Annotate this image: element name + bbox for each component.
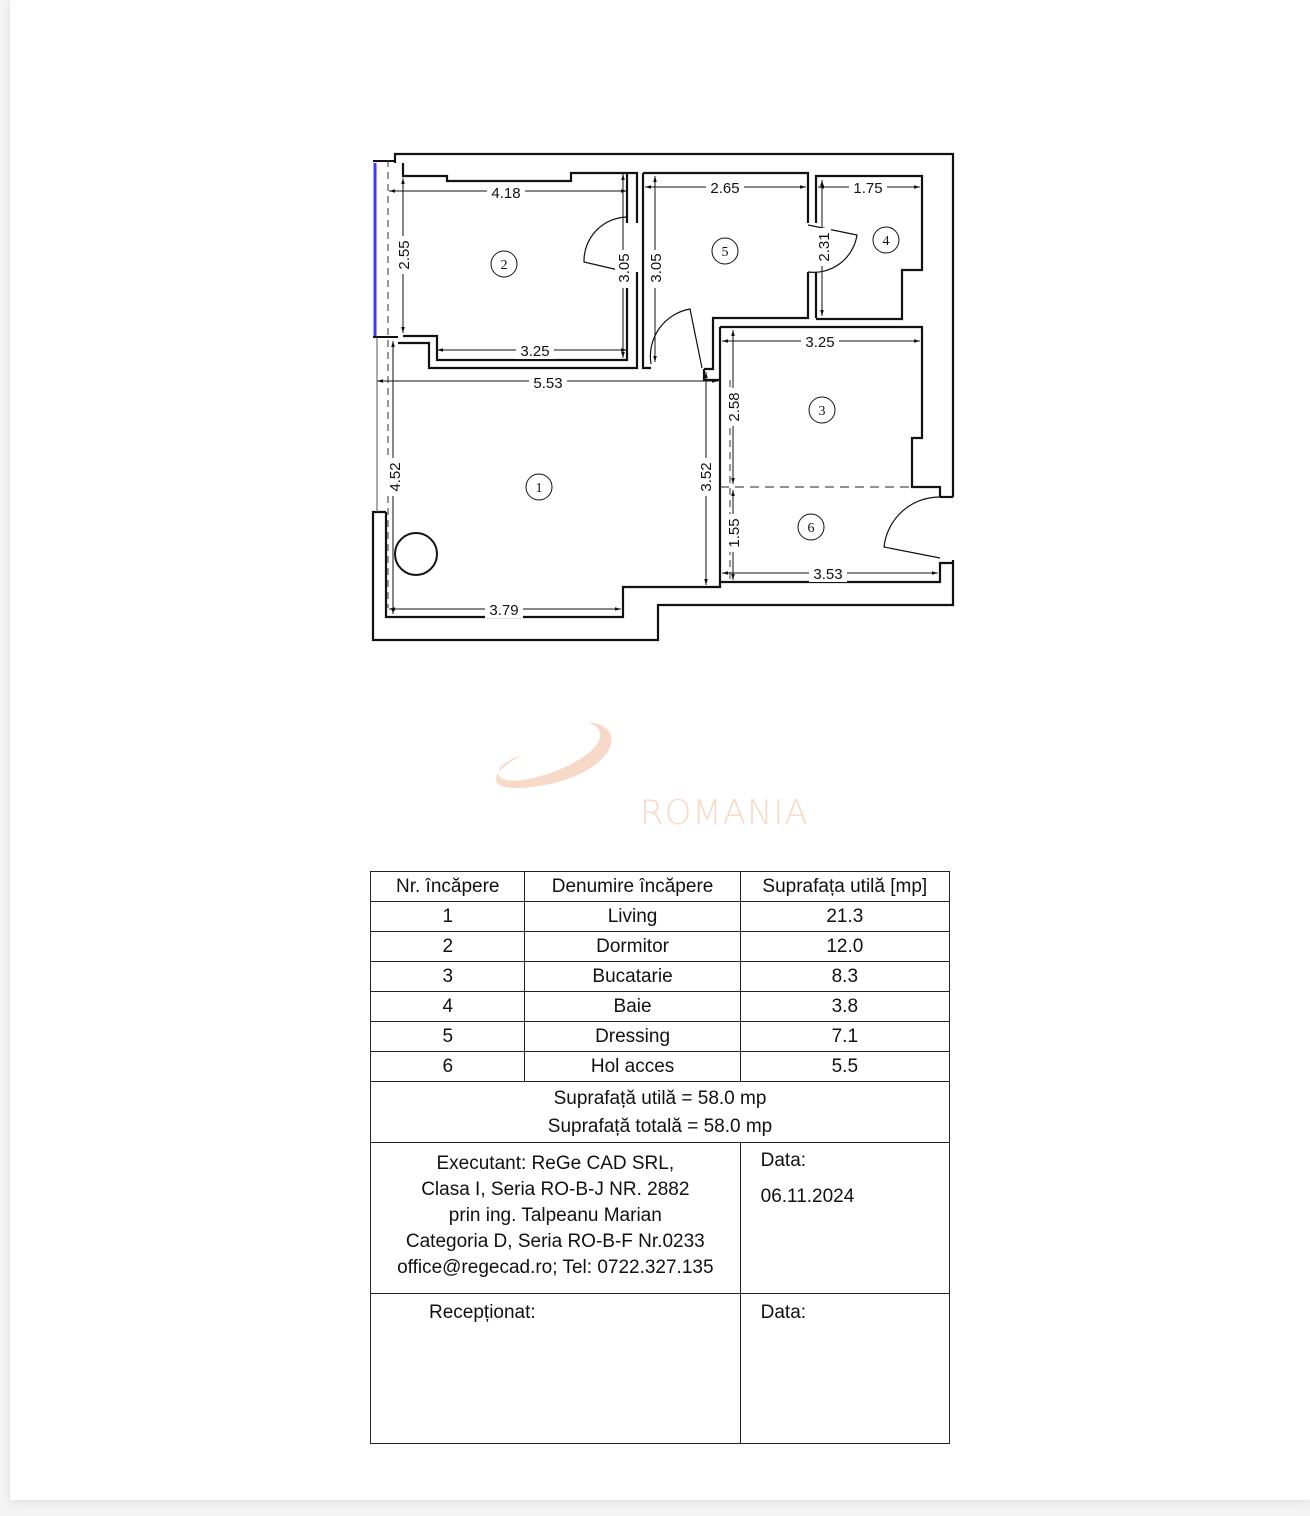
- dim-bedroom-depth: 2.55: [396, 240, 413, 270]
- round-column: [395, 533, 437, 575]
- dim-kitchen-width: 3.25: [805, 334, 835, 351]
- executant-line: Categoria D, Seria RO-B-F Nr.0233: [405, 1231, 705, 1252]
- executant-line: Executant: ReGe CAD SRL,: [436, 1153, 675, 1174]
- room-name: Dressing: [525, 1022, 740, 1052]
- executant-row: [371, 1143, 950, 1294]
- executant-contact: office@regecad.ro; Tel: 0722.327.135: [397, 1257, 714, 1278]
- room-area: 7.1: [740, 1022, 949, 1052]
- room-area: 8.3: [740, 962, 949, 992]
- header-room-number: Nr. încăpere: [371, 872, 525, 902]
- reception-row: [371, 1294, 950, 1444]
- table-row: [371, 932, 950, 962]
- room-number-1: 1: [535, 481, 543, 496]
- dim-bath-height: 2.31: [816, 232, 833, 262]
- room-name: Bucatarie: [525, 962, 740, 992]
- total-area: Suprafață totală = 58.0 mp: [547, 1115, 773, 1137]
- floor-plan: [0, 0, 1310, 700]
- room-name: Baie: [525, 992, 740, 1022]
- dim-hall-width: 3.53: [813, 566, 843, 583]
- exterior-walls: [373, 154, 953, 640]
- room-number: 4: [371, 992, 525, 1022]
- dim-bedroom-width: 4.18: [491, 185, 521, 202]
- watermark-text: ROMANIA: [640, 793, 809, 833]
- executant-line: Clasa I, Seria RO-B-J NR. 2882: [421, 1179, 690, 1200]
- table-row: [371, 1022, 950, 1052]
- room-number: 5: [371, 1022, 525, 1052]
- useful-area-total: Suprafață utilă = 58.0 mp: [553, 1087, 767, 1109]
- header-useful-area: Suprafața utilă [mp]: [740, 872, 949, 902]
- room-name: Living: [525, 902, 740, 932]
- dim-hall-depth: 1.55: [726, 518, 743, 548]
- room-legend-table: [370, 871, 950, 1444]
- executant-date-block: [740, 1143, 949, 1294]
- room-area: 3.8: [740, 992, 949, 1022]
- room-number-2: 2: [500, 258, 508, 273]
- totals-row: [371, 1082, 950, 1143]
- room-number-3: 3: [818, 404, 826, 419]
- room-area: 21.3: [740, 902, 949, 932]
- dimension-lines: [377, 174, 938, 614]
- room-number: 2: [371, 932, 525, 962]
- dim-bedroom-height: 3.05: [616, 253, 633, 283]
- room-number-5: 5: [721, 245, 729, 260]
- header-room-name: Denumire încăpere: [525, 872, 740, 902]
- reception-date-label: Data:: [740, 1294, 949, 1444]
- dim-kitchen-depth: 2.58: [726, 392, 743, 422]
- table-row: [371, 1052, 950, 1082]
- room-name: Hol acces: [525, 1052, 740, 1082]
- table-header-row: [371, 872, 950, 902]
- dim-living-width: 5.53: [533, 375, 563, 392]
- dim-living-right: 3.52: [698, 462, 715, 492]
- table-row: [371, 902, 950, 932]
- executant-block: [371, 1143, 741, 1294]
- dim-living-bottom: 3.79: [489, 602, 519, 619]
- room-area: 5.5: [740, 1052, 949, 1082]
- doors: [584, 217, 940, 558]
- date-value: 06.11.2024: [760, 1186, 855, 1207]
- executant-line: prin ing. Talpeanu Marian: [448, 1205, 662, 1226]
- room-number: 6: [371, 1052, 525, 1082]
- room-number-6: 6: [807, 521, 815, 536]
- dim-living-depth: 4.52: [387, 462, 404, 492]
- reception-label: Recepționat:: [371, 1294, 741, 1444]
- room-number: 1: [371, 902, 525, 932]
- table-row: [371, 962, 950, 992]
- dim-bedroom-bottom: 3.25: [520, 343, 550, 360]
- dimension-labels: [386, 179, 887, 619]
- room-name: Dormitor: [525, 932, 740, 962]
- table-row: [371, 992, 950, 1022]
- dim-bath-width: 1.75: [853, 180, 883, 197]
- dim-dressing-height: 3.05: [648, 253, 665, 283]
- room-number: 3: [371, 962, 525, 992]
- room-number-4: 4: [882, 234, 890, 249]
- room-area: 12.0: [740, 932, 949, 962]
- date-label: Data:: [760, 1150, 807, 1171]
- dim-dressing-width: 2.65: [710, 180, 740, 197]
